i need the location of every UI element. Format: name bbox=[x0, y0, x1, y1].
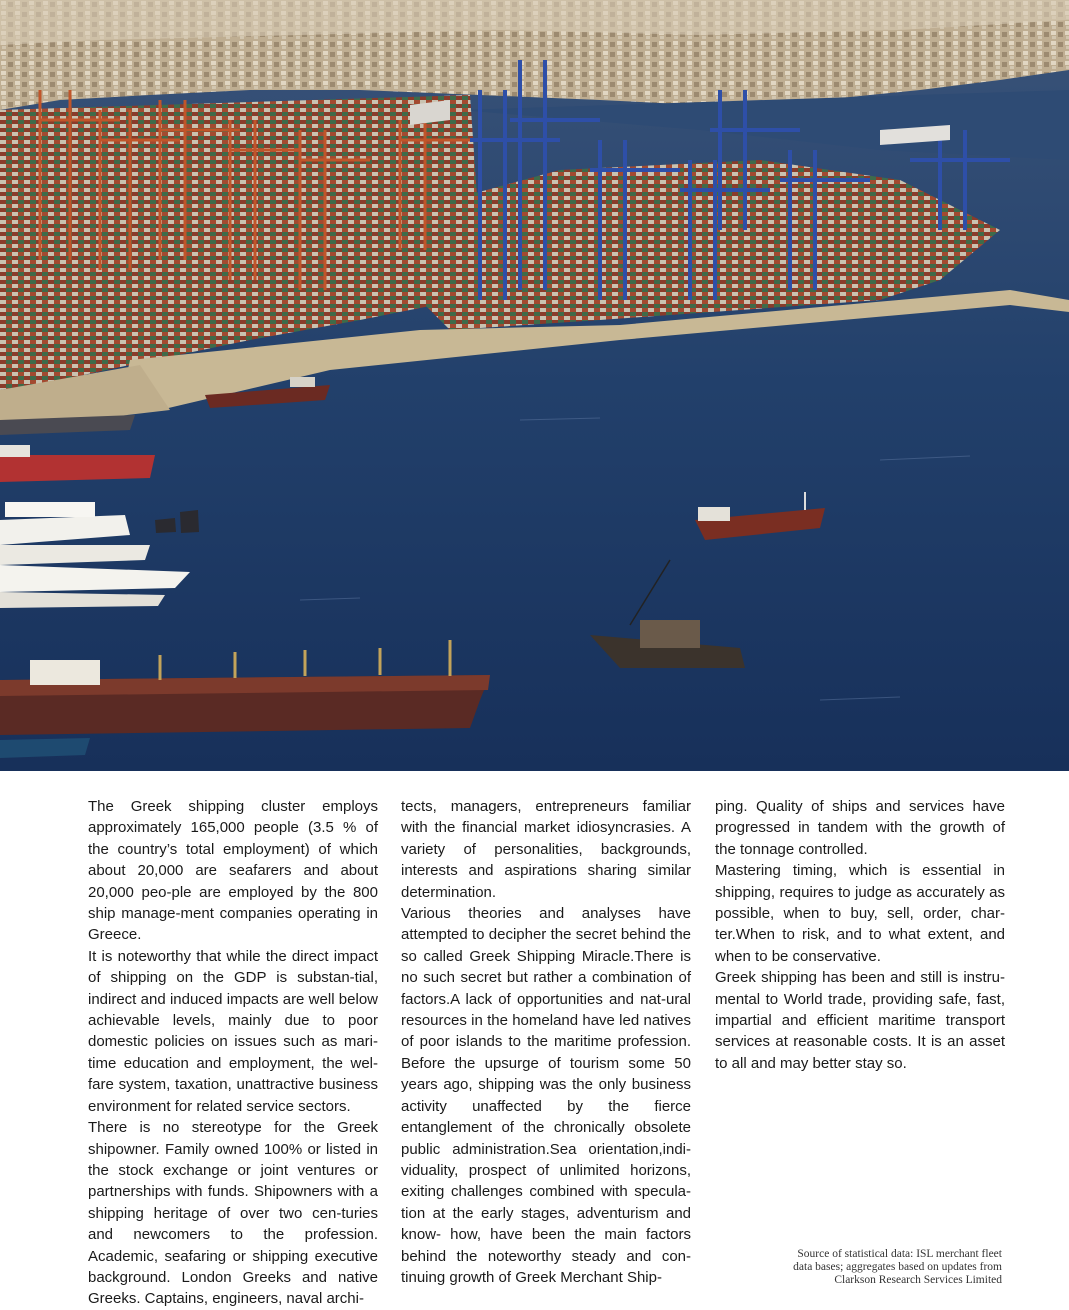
article-column-2 bbox=[401, 796, 691, 1288]
paragraph: There is no stereotype for the Greek shipowner. Family owned 100% or listed in the stock exchange or joint ventures or partnerships with funds. Shipowners with a shipping heritage of over two cen-turies and newcomers to the profession. Academic, seafaring or shipping executive background. London Greeks and native Greeks. Captains, engineers, naval archi- bbox=[88, 1119, 378, 1308]
source-note-line: Clarkson Research Services Limited bbox=[834, 1274, 1002, 1286]
paragraph: Greek shipping has been and still is instru-mental to World trade, providing safe, fast, impartial and efficient maritime transport services at reasonable costs. It is an asset to all and may better stay so. bbox=[715, 969, 1005, 1072]
paragraph: Various theories and analyses have attempted to decipher the secret behind the so called Greek Shipping Miracle.There is no such secret but rather a combination of factors.A lack of opportunities and nat-ural resources in the homeland have led natives of poor islands to the maritime profession. Before the upsurge of tourism some 50 years ago, shipping was the only business activity unaffected by the fierce entanglement of the chronically obsolete public administration.Sea orientation,indi-viduality, prospect of unlimited horizons, exiting challenges combined with specula-tion at the early stages, adventurism and know- how, have been the main factors behind the noteworthy steady and con-tinuing growth of Greek Merchant Ship- bbox=[401, 905, 691, 1286]
source-note bbox=[760, 1248, 1002, 1287]
source-note-line: data bases; aggregates based on updates from bbox=[793, 1261, 1002, 1273]
article-column-3 bbox=[715, 796, 1005, 1074]
paragraph: It is noteworthy that while the direct impact of shipping on the GDP is substan-tial, indirect and induced impacts are well below achievable levels, mainly due to poor domestic policies on issues such as mari-time education and employment, the wel-fare system, taxation, unattractive business environment for related service sectors. bbox=[88, 947, 378, 1115]
paragraph: Mastering timing, which is essential in shipping, requires to judge as accurately as possible, when to buy, sell, order, char-ter.When to risk, and to what extent, and when to be conservative. bbox=[715, 862, 1005, 965]
paragraph: The Greek shipping cluster employs approximately 165,000 people (3.5 % of the country’s total employment) of which about 20,000 are seafarers and about 20,000 peo-ple are employed by the 800 ship manage-ment companies operating in Greece. bbox=[88, 798, 378, 944]
article-column-1 bbox=[88, 796, 378, 1310]
paragraph: tects, managers, entrepreneurs familiar with the financial market idiosyncrasies. A variety of personalities, backgrounds, interests and aspirations sharing similar determination. bbox=[401, 798, 691, 901]
source-note-line: Source of statistical data: ISL merchant fleet bbox=[797, 1248, 1002, 1260]
paragraph: ping. Quality of ships and services have progressed in tandem with the growth of the tonnage controlled. bbox=[715, 798, 1005, 858]
